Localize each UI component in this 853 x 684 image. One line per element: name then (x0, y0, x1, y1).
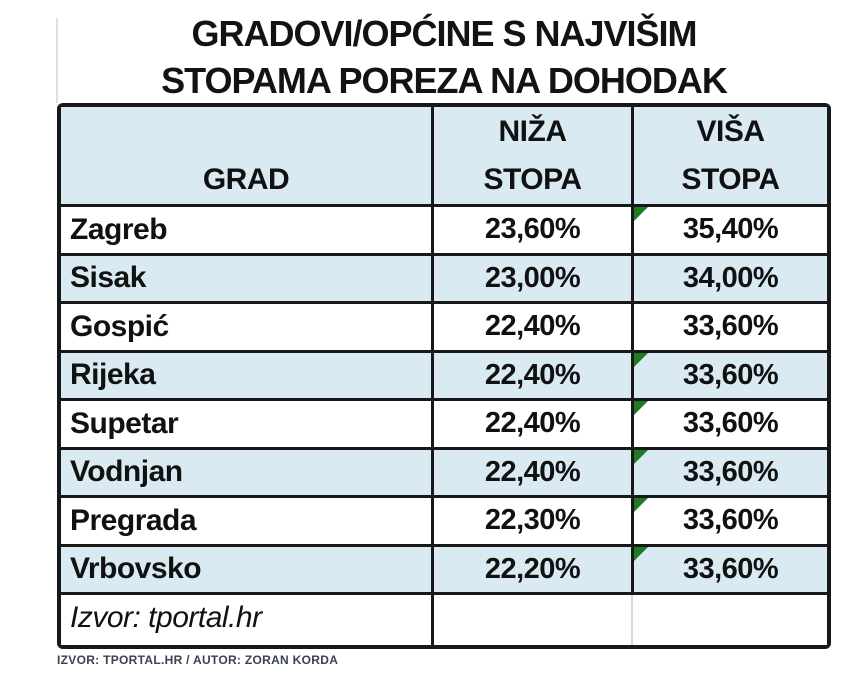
lower-rate-cell (431, 304, 631, 350)
lower-rate-cell (431, 256, 631, 302)
lower-rate-value: 22,30% (484, 504, 581, 537)
table-row (61, 450, 827, 499)
table-row (61, 304, 827, 353)
header-grad-label: GRAD (202, 163, 290, 196)
table-row (61, 547, 827, 596)
city-name: Supetar (70, 406, 179, 440)
lower-rate-value: 23,60% (484, 213, 581, 246)
tax-rates-table (57, 103, 831, 649)
lower-rate-value: 23,00% (484, 261, 581, 294)
table-row (61, 353, 827, 402)
lower-rate-value: 22,40% (484, 358, 581, 391)
error-marker-icon (634, 207, 648, 221)
city-name: Pregrada (70, 503, 197, 537)
header-cell-niza-stopa (431, 107, 631, 204)
lower-rate-cell (431, 498, 631, 544)
table-header-row (61, 107, 827, 207)
lower-rate-cell (431, 401, 631, 447)
city-name: Sisak (70, 261, 146, 295)
city-name: Zagreb (70, 212, 168, 246)
higher-rate-value: 33,60% (682, 455, 779, 488)
higher-rate-cell (631, 401, 827, 447)
higher-rate-cell (631, 304, 827, 350)
higher-rate-value: 33,60% (682, 310, 779, 343)
page-title-line1: GRADOVI/OPĆINE S NAJVIŠIM (191, 13, 697, 54)
lower-rate-value: 22,40% (484, 407, 581, 440)
footer-source-cell (61, 595, 431, 645)
city-name: Vrbovsko (70, 552, 202, 586)
higher-rate-cell (631, 450, 827, 496)
higher-rate-value: 33,60% (682, 358, 779, 391)
higher-rate-value: 33,60% (682, 504, 779, 537)
footer-empty-cell-1 (431, 595, 631, 645)
error-marker-icon (634, 450, 648, 464)
higher-rate-cell (631, 498, 827, 544)
city-name: Gospić (70, 309, 169, 343)
page-title (57, 10, 831, 104)
table-row (61, 401, 827, 450)
higher-rate-cell (631, 353, 827, 399)
source-text: Izvor: tportal.hr (70, 601, 262, 634)
table-footer-row (61, 595, 827, 645)
city-cell (61, 256, 431, 302)
higher-rate-cell (631, 547, 827, 593)
lower-rate-value: 22,40% (484, 310, 581, 343)
page-title-line2: STOPAMA POREZA NA DOHODAK (161, 60, 727, 101)
city-cell (61, 450, 431, 496)
lower-rate-cell (431, 547, 631, 593)
error-marker-icon (634, 547, 648, 561)
lower-rate-cell (431, 353, 631, 399)
lower-rate-cell (431, 450, 631, 496)
header-cell-visa-stopa (631, 107, 827, 204)
higher-rate-cell (631, 256, 827, 302)
lower-rate-value: 22,20% (484, 552, 581, 585)
header-visa-label-line1: VIŠA (696, 115, 765, 148)
city-cell (61, 353, 431, 399)
error-marker-icon (634, 353, 648, 367)
header-niza-label-line1: NIŽA (498, 115, 567, 148)
higher-rate-value: 33,60% (682, 407, 779, 440)
city-cell (61, 304, 431, 350)
credit-caption: IZVOR: TPORTAL.HR / AUTOR: ZORAN KORDA (57, 653, 339, 667)
city-cell (61, 207, 431, 253)
higher-rate-value: 35,40% (682, 213, 779, 246)
error-marker-icon (634, 498, 648, 512)
city-name: Vodnjan (70, 455, 183, 489)
table-row (61, 256, 827, 305)
higher-rate-cell (631, 207, 827, 253)
table-row (61, 498, 827, 547)
error-marker-icon (634, 401, 648, 415)
higher-rate-value: 33,60% (682, 552, 779, 585)
city-cell (61, 498, 431, 544)
table-body (61, 207, 827, 595)
footer-empty-cell-2 (631, 595, 827, 645)
city-name: Rijeka (70, 358, 156, 392)
lower-rate-cell (431, 207, 631, 253)
city-cell (61, 401, 431, 447)
higher-rate-value: 34,00% (682, 261, 779, 294)
header-niza-label-line2: STOPA (483, 163, 582, 196)
lower-rate-value: 22,40% (484, 455, 581, 488)
city-cell (61, 547, 431, 593)
header-cell-grad (61, 107, 431, 204)
table-row (61, 207, 827, 256)
header-visa-label-line2: STOPA (681, 163, 780, 196)
